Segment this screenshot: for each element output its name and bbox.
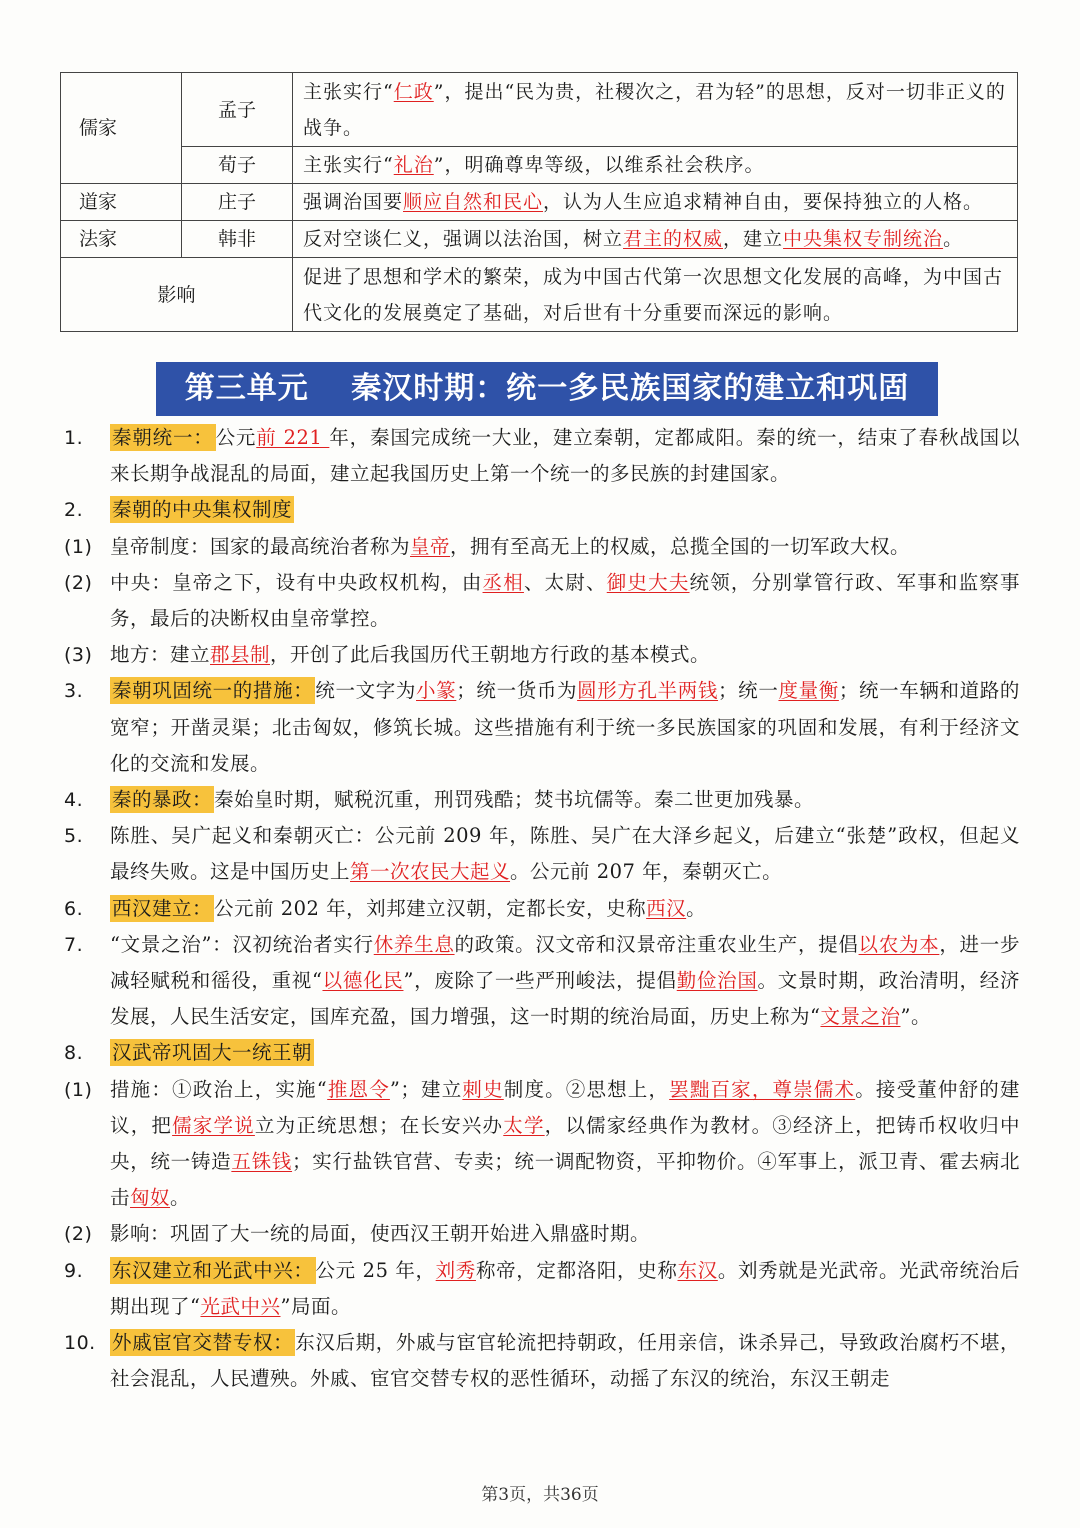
item-text: 秦朝巩固统一的措施： 统一文字为小篆；统一货币为圆形方孔半两钱；统一度量衡；统一车辆和道路的宽窄；开凿灵渠；北击匈奴，修筑长城。这些措施有利于统一多民族国家的巩固和发展，有利于经济文化的交流和发展。 (110, 679, 1020, 775)
list-item (60, 927, 1020, 1036)
item-number: 4. (64, 789, 84, 812)
content-list (60, 420, 1020, 1397)
item-number: 1. (64, 427, 84, 449)
table-row (61, 147, 1018, 184)
table-row (61, 73, 1018, 147)
influence-cell: 影响 (61, 258, 293, 332)
desc-cell: 促进了思想和学术的繁荣，成为中国古代第一次思想文化发展的高峰，为中国古代文化的发展奠定了基础，对后世有十分重要而深远的影响。 (293, 258, 1018, 332)
desc-cell: 主张实行“礼治”，明确尊卑等级，以维系社会秩序。 (293, 147, 1018, 184)
item-text: 外戚宦官交替专权： 东汉后期，外戚与宦官轮流把持朝政，任用亲信，诛杀异己，导致政治腐朽不堪，社会混乱，人民遭殃。外戚、宦官交替专权的恶性循环，动摇了东汉的统治，东汉王朝走 (110, 1331, 1020, 1391)
list-item (60, 818, 1020, 890)
person-cell: 韩非 (182, 221, 293, 258)
person-cell: 荀子 (182, 147, 293, 184)
list-item (60, 782, 1020, 818)
item-text: 陈胜、吴广起义和秦朝灭亡：公元前 209 年，陈胜、吴广在大泽乡起义，后建立“张楚”政权，但起义最终失败。这是中国历史上第一次农民大起义。公元前 207 年，秦朝灭亡。 (110, 824, 1020, 884)
list-item (60, 637, 1020, 673)
schools-table-grid (60, 72, 1018, 332)
list-item (60, 1325, 1020, 1397)
list-item (60, 1253, 1020, 1325)
item-text: 中央：皇帝之下，设有中央政权机构，由丞相、太尉、御史大夫统领，分别掌管行政、军事和监察事务，最后的决断权由皇帝掌控。 (110, 570, 1020, 631)
item-number: 10. (64, 1332, 96, 1355)
item-text: 皇帝制度：国家的最高统治者称为皇帝，拥有至高无上的权威，总揽全国的一切军政大权。 (110, 534, 911, 558)
school-cell: 法家 (61, 221, 182, 258)
table-row (61, 184, 1018, 221)
list-item (60, 673, 1020, 782)
item-number: 9. (64, 1259, 84, 1282)
person-cell: 庄子 (182, 184, 293, 221)
item-text: 东汉建立和光武中兴： 公元 25 年，刘秀称帝，定都洛阳，史称东汉。刘秀就是光武帝。光武帝统治后期出现了“光武中兴”局面。 (110, 1258, 1020, 1318)
item-number: 7. (64, 933, 84, 956)
list-item (60, 565, 1020, 637)
school-cell: 道家 (61, 184, 182, 221)
item-text: 秦朝的中央集权制度 (112, 498, 293, 522)
item-number: 5. (64, 825, 84, 848)
item-text: 西汉建立： 公元前 202 年，刘邦建立汉朝，定都长安，史称西汉。 (112, 896, 707, 920)
item-number: 3. (64, 680, 84, 703)
page-footer: 第3页，共36页 (481, 1485, 599, 1505)
item-text: 汉武帝巩固大一统王朝 (112, 1041, 313, 1065)
item-text: 地方：建立郡县制，开创了此后我国历代王朝地方行政的基本模式。 (110, 643, 711, 667)
item-number: 2. (64, 499, 84, 522)
item-number: (2) (64, 571, 93, 594)
list-item (60, 529, 1020, 565)
table-row (61, 221, 1018, 258)
item-text: 影响：巩固了大一统的局面，使西汉王朝开始进入鼎盛时期。 (110, 1222, 651, 1246)
unit-title-banner: 第三单元 秦汉时期：统一多民族国家的建立和巩固 (156, 362, 938, 416)
list-item (60, 1072, 1020, 1217)
item-number: (1) (64, 1078, 93, 1101)
item-number: 8. (64, 1042, 84, 1065)
desc-cell: 反对空谈仁义，强调以法治国，树立君主的权威，建立中央集权专制统治。 (293, 221, 1018, 258)
list-item (60, 1035, 1020, 1071)
list-item (60, 420, 1020, 492)
item-text: “文景之治”：汉初统治者实行休养生息的政策。汉文帝和汉景帝注重农业生产，提倡以农为本，进一步减轻赋税和徭役，重视“以德化民”，废除了一些严刑峻法，提倡勤俭治国。文景时期，政治清明，经济发展，人民生活安定，国库充盈，国力增强，这一时期的统治局面，历史上称为“文景之治”。 (110, 932, 1020, 1029)
schools-table (60, 72, 1018, 332)
person-cell: 孟子 (182, 73, 293, 147)
desc-cell: 主张实行“仁政”，提出“民为贵，社稷次之，君为轻”的思想，反对一切非正义的战争。 (293, 73, 1018, 147)
school-cell: 儒家 (61, 73, 182, 184)
list-item (60, 1216, 1020, 1252)
list-item (60, 891, 1020, 927)
item-text: 秦朝统一： 公元前 221 年，秦国完成统一大业，建立秦朝，定都咸阳。秦的统一，结束了春秋战国以来长期争战混乱的局面，建立起我国历史上第一个统一的多民族的封建国家。 (110, 426, 1020, 486)
item-text: 秦的暴政： 秦始皇时期，赋税沉重，刑罚残酷；焚书坑儒等。秦二世更加残暴。 (112, 788, 815, 812)
desc-cell: 强调治国要顺应自然和民心，认为人生应追求精神自由，要保持独立的人格。 (293, 184, 1018, 221)
list-item (60, 492, 1020, 528)
item-number: 6. (64, 897, 84, 920)
table-row (61, 258, 1018, 332)
item-number: (2) (64, 1223, 93, 1246)
item-number: (3) (64, 644, 93, 667)
item-text: 措施：①政治上，实施“推恩令”；建立刺史制度。②思想上，罢黜百家，尊崇儒术。接受董仲舒的建议，把儒家学说立为正统思想；在长安兴办太学，以儒家经典作为教材。③经济上，把铸币权收归中央，统一铸造五铢钱；实行盐铁官营、专卖；统一调配物资，平抑物价。④军事上，派卫青、霍去病北击匈奴。 (110, 1077, 1020, 1210)
item-number: (1) (64, 535, 93, 558)
